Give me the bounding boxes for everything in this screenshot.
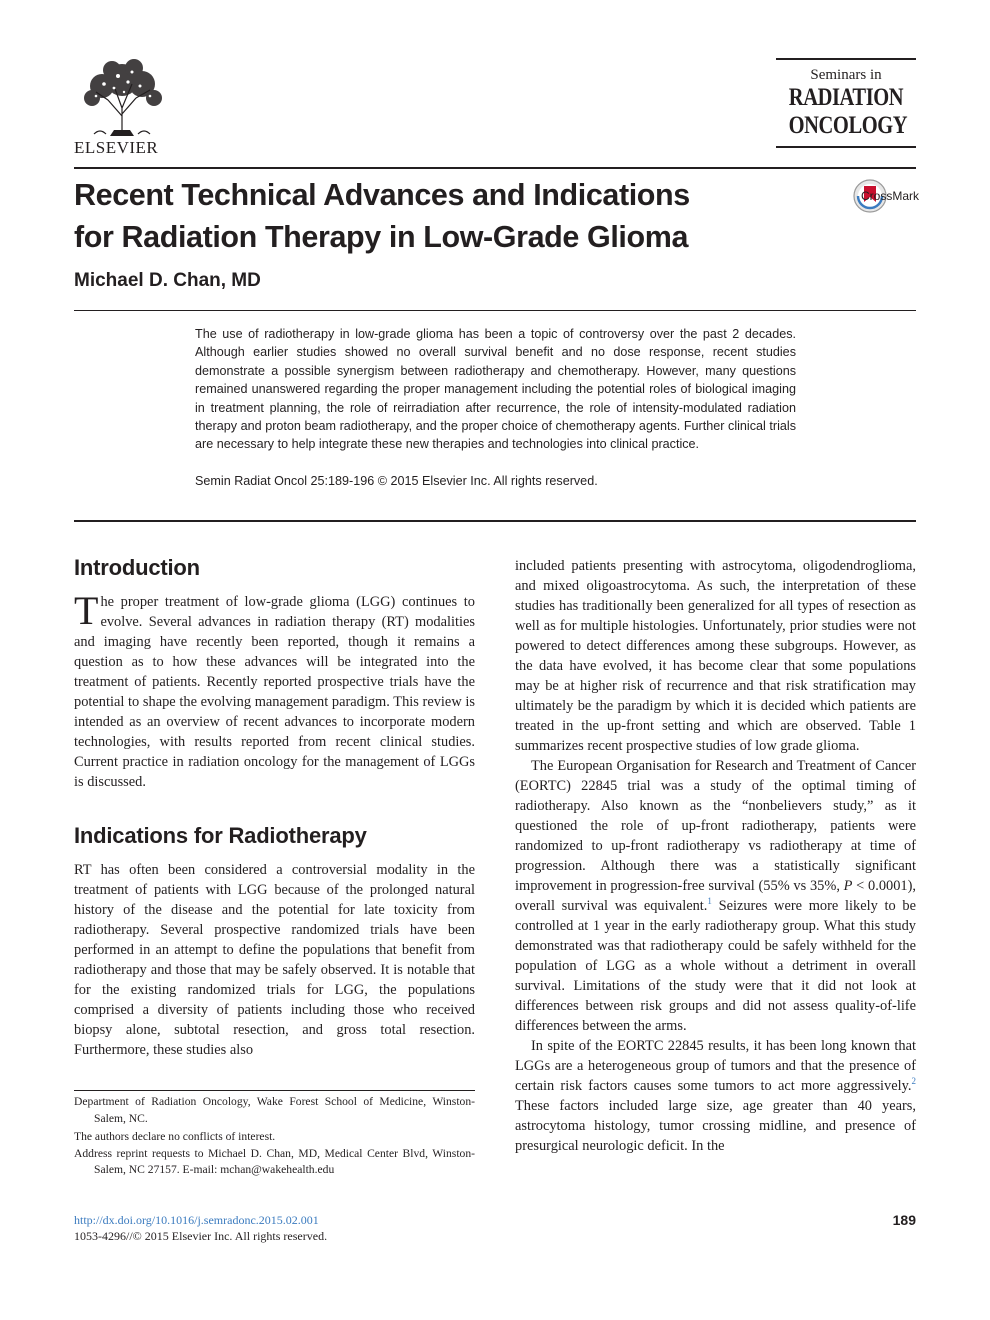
right-paragraph-1: included patients presenting with astrocytoma, oligodendroglioma, and mixed oligoastrocytoma. As such, the interpretation of these studies has traditionally been generalized for all types of resection as well as for multiple histologies. Unfortunately, prior studies were not powered to detect differences among these subgroups. However, as the data have evolved, it has become clear that some populations may be at higher risk of recurrence and that risk stratification may ultimately be the paradigm by which it is decided which patients are treated in the up-front setting and which are observed. Table 1 summarizes recent prospective studies of low grade glioma. bbox=[515, 558, 916, 754]
citation-line: Semin Radiat Oncol 25:189-196 © 2015 Elsevier Inc. All rights reserved. bbox=[195, 474, 598, 488]
abstract-bottom-rule bbox=[74, 520, 916, 522]
p2-text-a: The European Organisation for Research and Treatment of Cancer (EORTC) 22845 trial was a study of the optimal timing of radiotherapy. Also known as the “nonbelievers study,” as it questioned the role of up-front radiotherapy, patients were randomized to up-front radiotherapy vs radiotherapy at time of progression. Although there was a statistically significant improvement in progression-free survival (55% vs 35%, bbox=[515, 758, 916, 894]
indications-paragraph: RT has often been considered a controversial modality in the treatment of patients with LGG because of the prolonged natural history of the disease and the potential for late toxicity from radiotherapy. Several prospective randomized trials have been performed in an attempt to define the populations that benefit from radiotherapy and those that may be safely observed. It is notable that for the existing randomized trials for LGG, the populations comprised a diversity of patients including those who received biopsy alone, subtotal resection, and gross total resection. Furthermore, these studies also bbox=[74, 862, 475, 1058]
footnote-address: Address reprint requests to Michael D. Chan, MD, Medical Center Blvd, Winston-Salem, NC 27157. E-mail: mchan@wakehealth.edu bbox=[74, 1146, 475, 1176]
section-heading-introduction: Introduction bbox=[74, 555, 200, 580]
footnote-rule bbox=[74, 1090, 475, 1091]
p3-text-b: These factors included large size, age greater than 40 years, astrocytoma histology, tumor crossing midline, and presence of presurgical neurologic deficit. In the bbox=[515, 1098, 916, 1154]
article-title bbox=[74, 174, 774, 258]
doi-link[interactable]: http://dx.doi.org/10.1016/j.semradonc.2015.02.001 bbox=[74, 1213, 319, 1227]
issn-copyright: 1053-4296//© 2015 Elsevier Inc. All rights reserved. bbox=[74, 1229, 328, 1243]
right-paragraph-3 bbox=[515, 1036, 916, 1156]
journal-line-1: Seminars in bbox=[810, 67, 882, 83]
intro-paragraph-text: he proper treatment of low-grade glioma (LGG) continues to evolve. Several advances in radiation therapy (RT) modalities and imaging have recently been reported, though it remains a question as to how these advances will be integrated into the treatment of patients. Recently reported prospective trials have the potential to shape the evolving management paradigm. This review is intended as an overview of recent advances to incorporate modern technologies, with results reported from recent clinical studies. Current practice in radiation oncology for the management of LGGs is discussed. bbox=[74, 594, 475, 790]
drop-cap: T bbox=[74, 588, 99, 633]
p2-text-b: < 0.0001), overall survival was equivalent. bbox=[515, 878, 916, 914]
page-number: 189 bbox=[892, 1212, 916, 1228]
journal-line-3: ONCOLOGY bbox=[788, 112, 908, 139]
left-column bbox=[74, 555, 475, 1060]
intro-paragraph bbox=[74, 588, 475, 792]
header-rule bbox=[74, 167, 916, 169]
p2-text-c: Seizures were more likely to be controlled at 1 year in the early radiotherapy group. What this study demonstrated was that radiotherapy could be safely withheld for the population of LGG as a whole without a detriment in overall survival. Limitations of the study were that it did not look at differences between risk groups and did not assess quality-of-life differences between the arms. bbox=[515, 898, 916, 1034]
footnote-conflicts: The authors declare no conflicts of interest. bbox=[74, 1130, 276, 1143]
right-paragraph-2 bbox=[515, 756, 916, 1036]
publisher-name: ELSEVIER bbox=[74, 138, 159, 157]
reference-link-1[interactable]: 1 bbox=[707, 896, 712, 907]
reference-link-2[interactable]: 2 bbox=[911, 1076, 916, 1087]
footnotes bbox=[74, 1094, 475, 1179]
abstract-top-rule bbox=[74, 310, 916, 311]
footnote-affiliation: Department of Radiation Oncology, Wake Forest School of Medicine, Winston-Salem, NC. bbox=[74, 1095, 475, 1125]
section-heading-indications: Indications for Radiotherapy bbox=[74, 823, 367, 848]
abstract-text: The use of radiotherapy in low-grade glioma has been a topic of controversy over the past 2 decades. Although earlier studies showed no overall survival benefit and no dose response, recent studies demonstrate a possible synergism between radiotherapy and chemotherapy. However, many questions remained unanswered regarding the proper management including the potential roles of biological imaging in treatment planning, the role of reirradiation after recurrence, the role of intensity-modulated radiation therapy and proton beam radiotherapy, and the proper choice of chemotherapy agents. Further clinical trials are necessary to help integrate these new therapies and technologies into clinical practice. bbox=[195, 327, 796, 452]
title-line-2: for Radiation Therapy in Low-Grade Glioma bbox=[74, 220, 689, 254]
author-name: Michael D. Chan, MD bbox=[74, 270, 261, 291]
journal-masthead bbox=[776, 58, 916, 148]
title-line-1: Recent Technical Advances and Indications bbox=[74, 178, 690, 212]
p3-text-a: In spite of the EORTC 22845 results, it has been long known that LGGs are a heterogeneous group of tumors and that the presence of certain risk factors causes some tumors to act more aggressively. bbox=[515, 1038, 916, 1094]
crossmark-label[interactable]: CrossMark bbox=[861, 189, 920, 203]
p-value-symbol: P bbox=[843, 878, 853, 894]
right-column bbox=[515, 556, 916, 1156]
journal-line-2: RADIATION bbox=[788, 84, 904, 111]
